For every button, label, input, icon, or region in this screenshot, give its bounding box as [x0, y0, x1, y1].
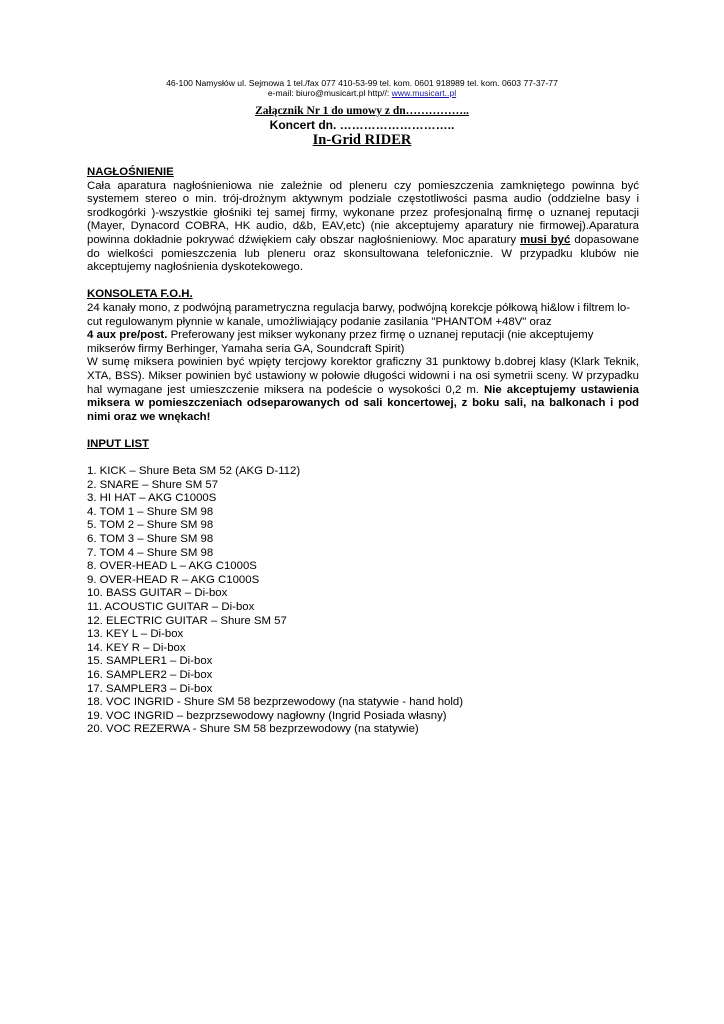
naglosnienie-text-1: Cała aparatura nagłośnieniowa nie zależnie od pleneru czy pomieszczenia zamkniętego powinna być systemem stereo o min. trój-drożnym aktywnym podziale częstotliwości pasma audio (oddzielne basy i srodkogórki )-wszystkie głośniki tej samej firmy, wykonane przez profesjonalną firmę o uznanej reputacji (Mayer, Dynacord COBRA, HK audio, d&b, EAV,etc) (nie akceptujemy aparatury nie firmowej).Aparatura powinna dokładnie pokrywać dźwiękiem cały obszar nagłośnieniowy. Moc aparatury — [87, 179, 639, 246]
konsoleta-p3-bold: Nie akceptujemy ustawienia miksera w pomieszczeniach odseparowanych od sali koncertowej, z boku sali, na balkonach i pod nimi oraz we wnękach! — [87, 383, 639, 423]
input-item: 15. SAMPLER1 – Di-box — [87, 655, 213, 668]
input-item: 11. ACOUSTIC GUITAR – Di-box — [87, 601, 255, 613]
spacer — [87, 275, 639, 289]
input-item: 16. SAMPLER2 – Di-box — [87, 668, 213, 681]
input-item: 6. TOM 3 – Shure SM 98 — [87, 533, 214, 546]
aux-bold-text: 4 aux pre/post. — [87, 329, 168, 342]
input-item: 5. TOM 2 – Shure SM 98 — [87, 519, 214, 532]
input-item: 7. TOM 4 – Shure SM 98 — [87, 546, 214, 559]
input-item: 13. KEY L – Di-box — [87, 628, 184, 641]
input-item: 1. KICK – Shure Beta SM 52 (AKG D-112) — [87, 465, 301, 478]
naglosnienie-paragraph — [87, 180, 639, 275]
input-item: 19. VOC INGRID – bezprzsewodowy nagłowny (Ingrid Posiada własny) — [87, 709, 447, 722]
input-item: 8. OVER-HEAD L – AKG C1000S — [87, 560, 257, 573]
website-link[interactable]: www.musicart..pl — [391, 88, 457, 98]
letterhead — [60, 78, 664, 98]
input-item: 9. OVER-HEAD R – AKG C1000S — [87, 573, 260, 586]
spacer — [87, 424, 639, 438]
input-item: 2. SNARE – Shure SM 57 — [87, 478, 219, 491]
rider-title: In-Grid RIDER — [312, 132, 412, 148]
konsoleta-p3-text: W sumę miksera powinien być wpięty tercjowy korektor graficzny 31 punktowy b.dobrej klasy (Klark Teknik, XTA, BSS). Mikser powinien być ustawiony w połowie długości widowni i na osi symetrii sceny. W przypadku hal wymagane jest umieszczenie miksera na podeście o wysokości 0,2 m. — [87, 356, 639, 396]
concert-date-line: Koncert dn. ……………………….. — [269, 118, 455, 132]
address-line: 46-100 Namysłów ul. Sejmowa 1 tel./fax 077 410-53-99 tel. kom. 0601 918989 tel. kom. 0603 77-37-77 — [166, 78, 558, 88]
naglosnienie-emphasis: musi być — [520, 233, 571, 246]
input-list — [87, 465, 639, 737]
konsoleta-paragraph-1: 24 kanały mono, z podwójną parametryczna regulacja barwy, podwójną korekcje półkową hi&low i filtrem lo-cut regulowanym płynnie w kanale, umożliwiający podanie zasilania "PHANTOM +48V" oraz — [87, 301, 631, 328]
input-item: 3. HI HAT – AKG C1000S — [87, 492, 217, 505]
konsoleta-paragraph-3 — [87, 356, 639, 424]
contact-line — [60, 88, 664, 98]
input-item: 10. BASS GUITAR – Di-box — [87, 587, 228, 600]
konsoleta-heading: KONSOLETA F.O.H. — [87, 288, 193, 301]
input-item: 4. TOM 1 – Shure SM 98 — [87, 505, 214, 518]
input-item: 17. SAMPLER3 – Di-box — [87, 682, 213, 695]
spacer — [87, 451, 639, 465]
input-item: 20. VOC REZERWA - Shure SM 58 bezprzewodowy (na statywie) — [87, 723, 419, 736]
input-list-heading: INPUT LIST — [87, 437, 150, 450]
input-item: 14. KEY R – Di-box — [87, 641, 186, 654]
aux-text: Preferowany jest mikser wykonany przez firmę o uznanej reputacji (nie akceptujemy mikserów firmy Berhinger, Yamaha seria GA, Soundcraft Spirit) — [87, 329, 594, 355]
title-block — [60, 104, 664, 149]
naglosnienie-text-2: dopasowane do wielkości pomieszczenia lub pleneru oraz skonsultowana telefonicznie. W przypadku klubów nie akceptujemy nagłośnienia dyskotekowego. — [87, 233, 639, 274]
input-item: 12. ELECTRIC GUITAR – Shure SM 57 — [87, 614, 287, 627]
annex-title: Załącznik Nr 1 do umowy z dn…………….. — [255, 105, 469, 117]
input-item: 18. VOC INGRID - Shure SM 58 bezprzewodowy (na statywie - hand hold) — [87, 696, 464, 709]
email-text: e-mail: biuro@musicart.pl http//: — [267, 88, 392, 98]
document-body — [87, 166, 639, 737]
konsoleta-paragraph-2 — [87, 329, 639, 356]
naglosnienie-heading: NAGŁOŚNIENIE — [87, 166, 174, 178]
